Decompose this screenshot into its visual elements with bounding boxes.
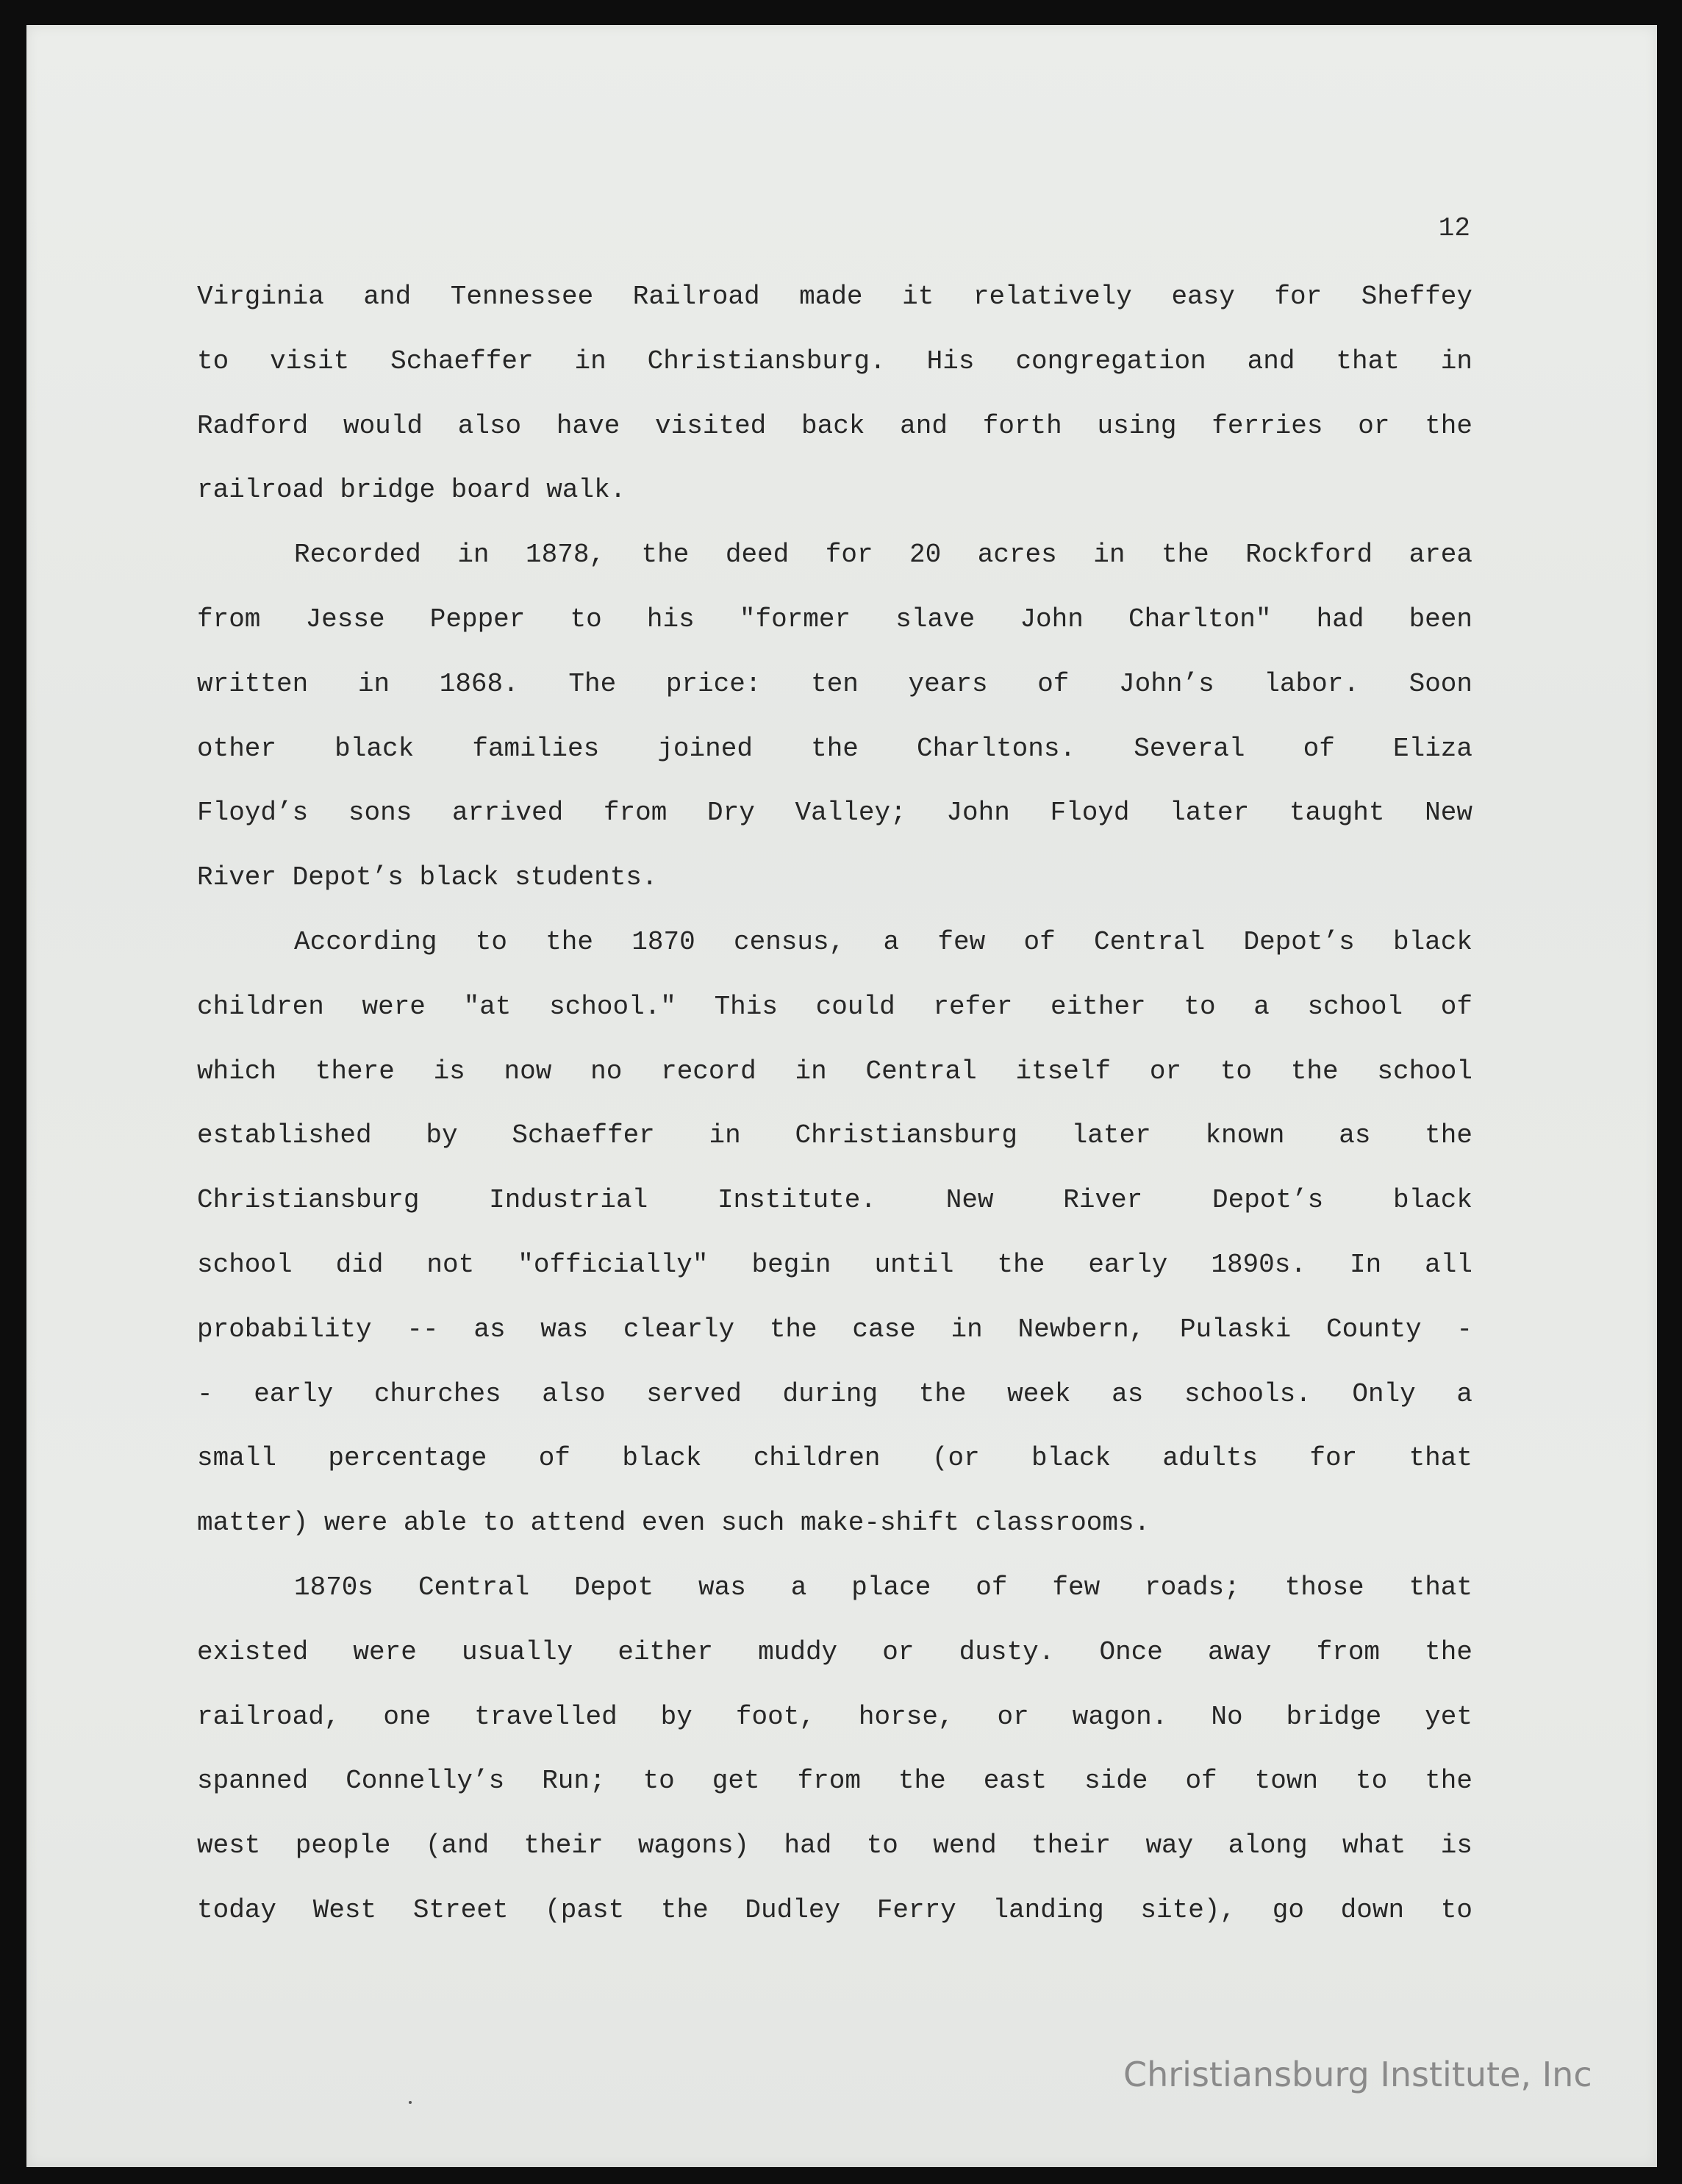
text-line: 1870s Central Depot was a place of few roads; those that [294, 1572, 1472, 1603]
body-text [197, 265, 1472, 1943]
text-line: today West Street (past the Dudley Ferry landing site), go down to [197, 1894, 1472, 1925]
text-line: Virginia and Tennessee Railroad made it relatively easy for Sheffey [197, 282, 1472, 312]
text-line: River Depot’s black students. [197, 862, 658, 893]
text-line: existed were usually either muddy or dusty. Once away from the [197, 1636, 1472, 1667]
text-line: which there is now no record in Central itself or to the school [197, 1056, 1472, 1086]
text-line: west people (and their wagons) had to wend their way along what is [197, 1830, 1472, 1861]
text-line: Recorded in 1878, the deed for 20 acres in the Rockford area [294, 540, 1472, 570]
text-line: written in 1868. The price: ten years of John’s labor. Soon [197, 668, 1472, 699]
text-line: school did not "officially" begin until the early 1890s. In all [197, 1249, 1472, 1280]
text-line: Radford would also have visited back and forth using ferries or the [197, 410, 1472, 441]
text-line: probability -- as was clearly the case in Newbern, Pulaski County - [197, 1314, 1472, 1345]
text-line: other black families joined the Charltons. Several of Eliza [197, 733, 1472, 764]
watermark: Christiansburg Institute, Inc [1123, 2055, 1592, 2094]
text-line: to visit Schaeffer in Christiansburg. His congregation and that in [197, 345, 1472, 376]
paper-speck [409, 2101, 412, 2104]
text-line: - early churches also served during the week as schools. Only a [197, 1378, 1472, 1409]
text-line: According to the 1870 census, a few of Central Depot’s black [294, 926, 1472, 957]
text-line: railroad bridge board walk. [197, 475, 626, 506]
text-line: Christiansburg Industrial Institute. New River Depot’s black [197, 1185, 1472, 1216]
text-line: matter) were able to attend even such make-shift classrooms. [197, 1508, 1150, 1539]
text-line: small percentage of black children (or black adults for that [197, 1443, 1472, 1474]
text-line: Floyd’s sons arrived from Dry Valley; John Floyd later taught New [197, 798, 1472, 828]
text-line: spanned Connelly’s Run; to get from the east side of town to the [197, 1766, 1472, 1797]
text-line: railroad, one travelled by foot, horse, or wagon. No bridge yet [197, 1701, 1472, 1732]
page-number: 12 [1438, 213, 1470, 243]
text-line: from Jesse Pepper to his "former slave John Charlton" had been [197, 604, 1472, 634]
text-line: established by Schaeffer in Christiansburg later known as the [197, 1120, 1472, 1151]
text-line: children were "at school." This could refer either to a school of [197, 991, 1472, 1022]
